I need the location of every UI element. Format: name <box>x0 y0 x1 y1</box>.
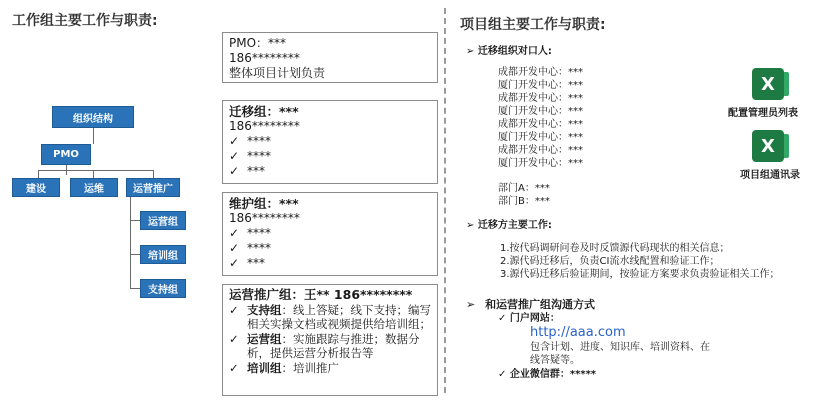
check-icon: ✓ <box>229 134 240 148</box>
promotion-item-title: 培训组 <box>247 360 282 375</box>
task-item: 2.源代码迁移后，负责CI流水线配置和验证工作； <box>500 256 720 267</box>
promotion-head: 运营推广组：王** 186******** <box>229 287 413 302</box>
file-project-contacts[interactable]: 项目组通讯录 <box>740 170 800 181</box>
section-communication <box>466 296 595 312</box>
check-icon: ✓ <box>229 360 239 375</box>
org-pmo-node: PMO <box>41 144 91 165</box>
portal-desc-line: 线答疑等。 <box>530 355 580 366</box>
connector <box>38 170 39 178</box>
task-item: 1.按代码调研问卷及时反馈源代码现状的相关信息； <box>500 243 730 254</box>
maintenance-item: **** <box>247 241 271 255</box>
contact-row: 厦门开发中心：*** <box>498 80 583 91</box>
task-item: 3.源代码迁移后验证期间，按验证方案要求负责验证相关工作； <box>500 269 780 280</box>
check-icon: ✓ <box>229 241 240 255</box>
task-list <box>500 242 780 281</box>
promotion-item-title: 支持组 <box>247 302 282 317</box>
promotion-box <box>222 284 438 396</box>
divider <box>444 8 446 393</box>
file-config-admin-list[interactable]: 配置管理员列表 <box>728 108 798 119</box>
contact-row: 厦门开发中心：*** <box>498 106 583 117</box>
check-icon: ✓ <box>229 149 240 163</box>
org-sub-support: 支持组 <box>140 279 186 298</box>
pmo-duty: 整体项目计划负责 <box>229 66 326 80</box>
portal-description <box>530 341 710 367</box>
section-contacts <box>466 42 552 57</box>
org-root-node: 组织结构 <box>52 106 134 128</box>
promotion-item-title: 运营组 <box>247 331 282 346</box>
check-icon: ✓ <box>229 331 239 346</box>
connector <box>153 170 154 178</box>
check-icon: ✓ <box>498 313 507 324</box>
contact-row: 厦门开发中心：*** <box>498 158 583 169</box>
portal-label: 门户网站： <box>509 313 560 324</box>
migration-item: **** <box>247 134 271 148</box>
arrow-icon: ➢ <box>466 220 475 231</box>
portal-label-row <box>498 312 560 325</box>
maintenance-item: **** <box>247 226 271 240</box>
maintenance-phone: 186******** <box>229 211 300 225</box>
promotion-item-text: ：实施跟踪与推进；数据分析，提供运营分析报告等 <box>247 331 420 360</box>
dept-b: 部门B：*** <box>498 196 550 207</box>
check-icon: ✓ <box>229 164 240 178</box>
contact-row: 成都开发中心：*** <box>498 93 583 104</box>
connector <box>93 128 94 144</box>
migration-head: 迁移组：*** <box>229 104 299 119</box>
check-icon: ✓ <box>498 369 507 380</box>
connector <box>130 220 140 221</box>
portal-link[interactable]: http://aaa.com <box>530 325 626 340</box>
org-sub-training: 培训组 <box>140 245 186 264</box>
connector <box>93 170 94 178</box>
maintenance-head: 维护组：*** <box>229 196 299 211</box>
check-icon: ✓ <box>229 226 240 240</box>
org-sub-operations: 运营组 <box>140 211 186 230</box>
org-build-node: 建设 <box>12 178 60 197</box>
org-ops-node: 运维 <box>70 178 118 197</box>
section-communication-label: 和运营推广组沟通方式 <box>485 298 596 311</box>
contact-row: 成都开发中心：*** <box>498 145 583 156</box>
wechat-row <box>498 368 596 381</box>
section-tasks <box>466 216 552 231</box>
section-tasks-label: 迁移方主要工作: <box>477 220 552 231</box>
contact-row: 成都开发中心：*** <box>498 67 583 78</box>
contact-row: 成都开发中心：*** <box>498 119 583 130</box>
wechat-label: 企业微信群：***** <box>509 369 597 380</box>
arrow-icon: ➢ <box>466 298 476 311</box>
connector <box>38 170 153 171</box>
portal-desc-line: 包含计划、进度、知识库、培训资料、在 <box>530 342 710 353</box>
left-title: 工作组主要工作与职责: <box>12 13 158 29</box>
migration-box <box>222 100 438 184</box>
excel-file-icon[interactable]: X <box>752 130 784 162</box>
arrow-icon: ➢ <box>466 46 475 57</box>
promotion-item-text: ：培训推广 <box>281 360 339 375</box>
excel-file-icon[interactable]: X <box>752 68 784 100</box>
contact-row: 厦门开发中心：*** <box>498 132 583 143</box>
maintenance-item: *** <box>247 256 265 270</box>
migration-phone: 186******** <box>229 119 300 133</box>
right-title: 项目组主要工作与职责: <box>460 17 606 33</box>
migration-item: **** <box>247 149 271 163</box>
migration-item: *** <box>247 164 265 178</box>
pmo-name: PMO：*** <box>229 36 287 50</box>
contacts-list <box>498 66 583 208</box>
connector <box>130 196 131 288</box>
section-contacts-label: 迁移组织对口人: <box>477 46 552 57</box>
org-promo-node: 运营推广 <box>126 178 180 197</box>
connector <box>130 288 140 289</box>
dept-a: 部门A：*** <box>498 183 550 194</box>
pmo-box <box>222 32 438 83</box>
connector <box>130 254 140 255</box>
maintenance-box <box>222 192 438 276</box>
promotion-item-text: ：线上答疑；线下支持；编写相关实操文档或视频提供给培训组； <box>247 302 431 331</box>
check-icon: ✓ <box>229 302 239 317</box>
pmo-phone: 186******** <box>229 51 300 65</box>
check-icon: ✓ <box>229 256 240 270</box>
